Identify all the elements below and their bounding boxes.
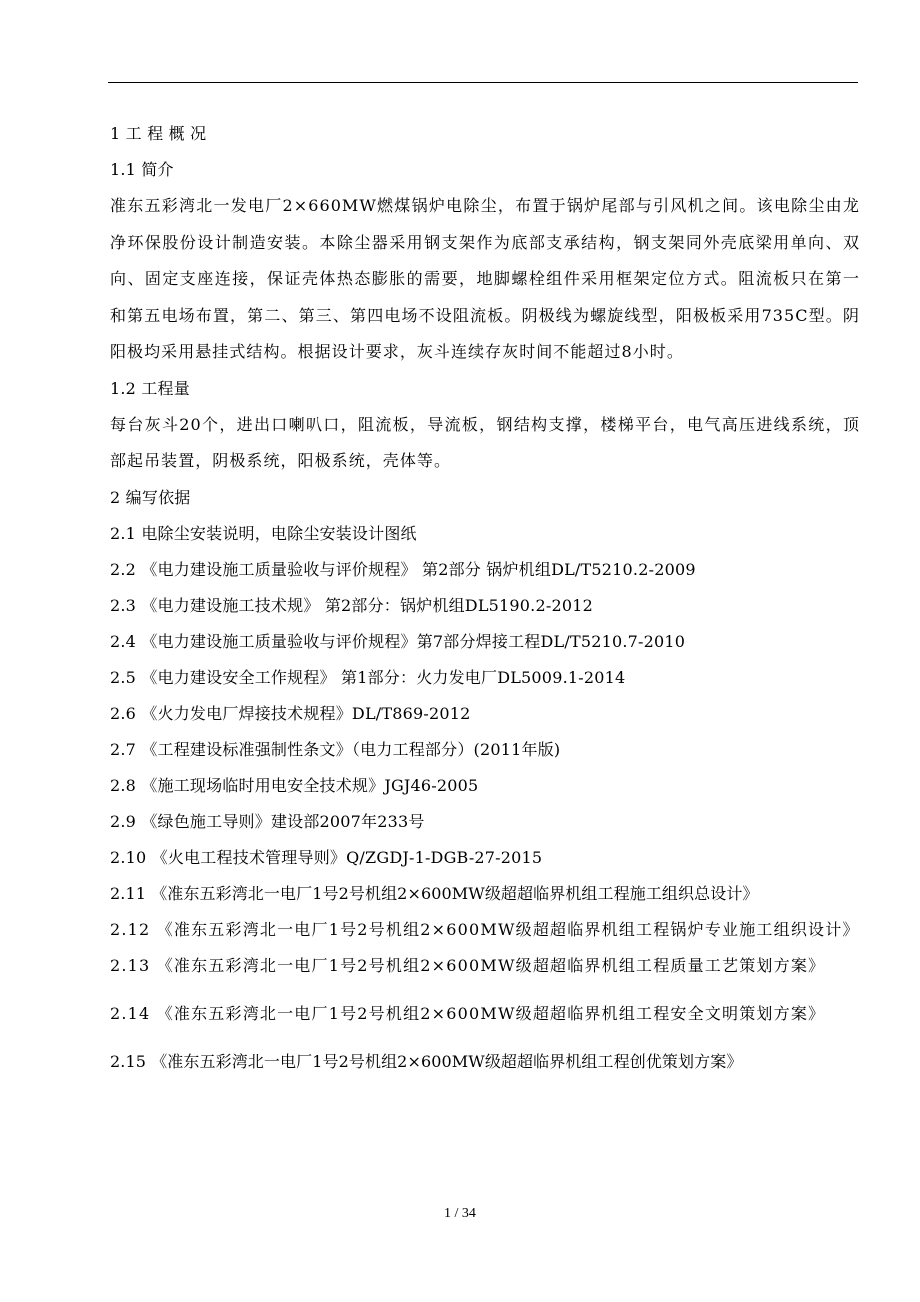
reference-item: 2.5 《电力建设安全工作规程》 第1部分：火力发电厂DL5009.1-2014 [110, 667, 626, 687]
reference-item: 2.11 《准东五彩湾北一电厂1号2号机组2×600MW级超超临界机组工程施工组织总设计》 [110, 883, 759, 903]
reference-item: 2.10 《火电工程技术管理导则》Q/ZGDJ-1-DGB-27-2015 [110, 847, 543, 867]
section-1-title: 1 工 程 概 况 [110, 124, 207, 143]
section-1-1-paragraph: 准东五彩湾北一发电厂2×660MW燃煤锅炉电除尘，布置于锅炉尾部与引风机之间。该电除尘由龙净环保股份设计制造安装。本除尘器采用钢支架作为底部支承结构，钢支架同外壳底梁用单向、双向、固定支座连接，保证壳体热态膨胀的需要，地脚螺栓组件采用框架定位方式。阻流板只在第一和第五电场布置，第二、第三、第四电场不设阻流板。阴极线为螺旋线型，阳极板采用735C型。阴阳极均采用悬挂式结构。根据设计要求，灰斗连续存灰时间不能超过8小时。 [110, 196, 860, 361]
section-1-1-heading: 1.1 简介 [110, 160, 174, 179]
section-2-title: 2 编写依据 [110, 487, 191, 507]
reference-item: 2.2 《电力建设施工质量验收与评价规程》 第2部分 锅炉机组DL/T5210.2-2009 [110, 559, 696, 579]
reference-item: 2.13 《准东五彩湾北一电厂1号2号机组2×600MW级超超临界机组工程质量工艺策划方案》 [110, 955, 826, 975]
reference-item: 2.1 电除尘安装说明，电除尘安装设计图纸 [110, 523, 417, 543]
reference-item: 2.14 《准东五彩湾北一电厂1号2号机组2×600MW级超超临界机组工程安全文明策划方案》 [110, 1003, 826, 1023]
reference-item: 2.6 《火力发电厂焊接技术规程》DL/T869-2012 [110, 703, 471, 723]
reference-item: 2.9 《绿色施工导则》建设部2007年233号 [110, 811, 425, 831]
reference-item: 2.7 《工程建设标准强制性条文》（电力工程部分）(2011年版) [110, 739, 561, 759]
reference-item: 2.3 《电力建设施工技术规》 第2部分：锅炉机组DL5190.2-2012 [110, 595, 593, 615]
section-1-2-heading: 1.2 工程量 [110, 378, 190, 398]
reference-item: 2.4 《电力建设施工质量验收与评价规程》第7部分焊接工程DL/T5210.7-2010 [110, 631, 686, 651]
reference-item: 2.12 《准东五彩湾北一电厂1号2号机组2×600MW级超超临界机组工程锅炉专业施工组织设计》 [110, 919, 860, 939]
page-number: 1 / 34 [444, 1206, 476, 1221]
header-rule [108, 82, 858, 83]
reference-item: 2.15 《准东五彩湾北一电厂1号2号机组2×600MW级超超临界机组工程创优策划方案》 [110, 1051, 743, 1071]
reference-item: 2.8 《施工现场临时用电安全技术规》JGJ46-2005 [110, 775, 479, 795]
section-1-2-paragraph: 每台灰斗20个，进出口喇叭口，阻流板，导流板，钢结构支撑，楼梯平台，电气高压进线系统，顶部起吊装置，阴极系统，阳极系统，壳体等。 [110, 414, 860, 470]
document-body [110, 116, 860, 1080]
